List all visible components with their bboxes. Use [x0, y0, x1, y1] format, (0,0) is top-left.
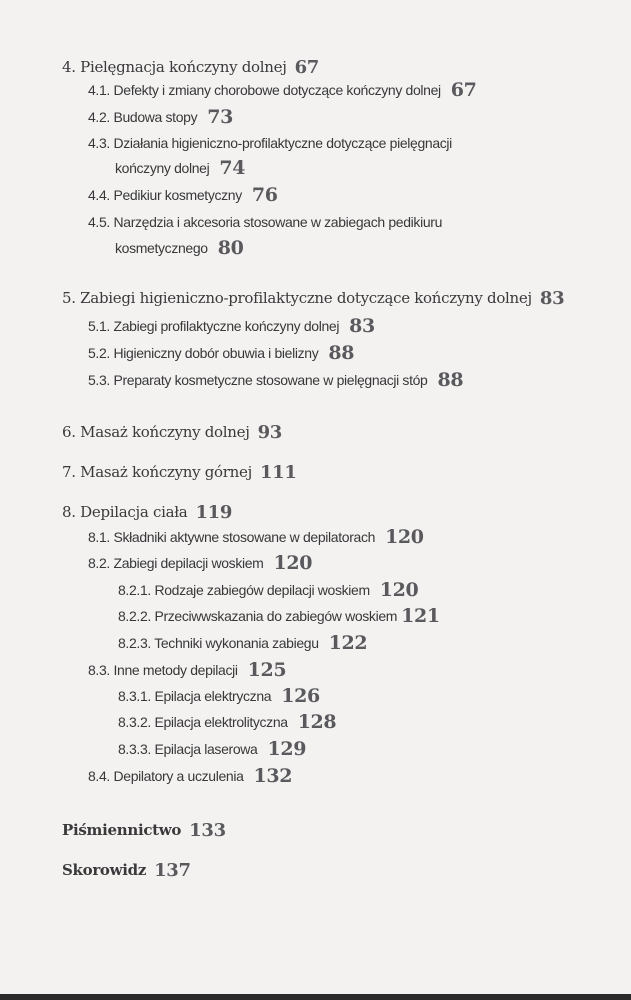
- toc-entry-5: [62, 287, 564, 309]
- page-number: 119: [195, 502, 233, 523]
- entry-label: 7. Masaż kończyny górnej: [62, 463, 252, 481]
- scan-edge: [0, 994, 631, 1000]
- toc-entry-8-3-2: [118, 711, 336, 733]
- entry-label: 8.2. Zabiegi depilacji woskiem: [88, 555, 264, 571]
- toc-entry-5-1: [88, 315, 375, 337]
- toc-entry-8-4: [88, 765, 292, 787]
- toc-entry-8-2-2: [118, 605, 440, 627]
- entry-label: 8.3. Inne metody depilacji: [88, 662, 238, 678]
- toc-entry-8-2-1: [118, 579, 418, 601]
- page-number: 133: [189, 820, 226, 841]
- page-number: 93: [257, 422, 283, 443]
- page-number: 74: [219, 157, 246, 179]
- entry-label: 5.1. Zabiegi profilaktyczne kończyny dolnej: [88, 318, 340, 334]
- page-number: 83: [539, 288, 565, 309]
- toc-entry-8-2-3: [118, 632, 367, 654]
- page-number: 73: [207, 106, 233, 128]
- page-number: 88: [437, 369, 464, 391]
- entry-label: 4.3. Działania higieniczno-profilaktyczne dotyczące pielęgnacji: [88, 135, 452, 151]
- toc-entry-4: [62, 56, 319, 78]
- page-number: 67: [450, 79, 477, 101]
- page-number: 121: [401, 605, 440, 627]
- toc-entry-4-1: [88, 79, 477, 101]
- entry-label: Skorowidz: [62, 861, 147, 879]
- toc-entry-4-2: [88, 106, 233, 128]
- page-number: 80: [217, 237, 244, 259]
- entry-label: 8.3.2. Epilacja elektrolityczna: [118, 714, 288, 730]
- entry-label: 8.4. Depilatory a uczulenia: [88, 768, 244, 784]
- entry-label: 4.4. Pedikiur kosmetyczny: [88, 187, 242, 203]
- toc-entry-bibliography: [62, 819, 226, 841]
- page-number: 125: [247, 659, 287, 681]
- toc-entry-7: [62, 461, 297, 483]
- entry-label: kończyny dolnej: [115, 160, 210, 176]
- toc-entry-4-3-cont: [115, 157, 245, 179]
- toc-entry-5-2: [88, 342, 354, 364]
- entry-label: 8.1. Składniki aktywne stosowane w depilatorach: [88, 529, 376, 545]
- page-number: 137: [154, 860, 191, 881]
- page-number: 83: [349, 315, 375, 337]
- entry-label: 8.3.3. Epilacja laserowa: [118, 741, 258, 757]
- entry-label: kosmetycznego: [115, 240, 208, 256]
- entry-label: 5.2. Higieniczny dobór obuwia i bielizny: [88, 345, 319, 361]
- toc-entry-4-4: [88, 184, 278, 206]
- entry-label: 8.2.1. Rodzaje zabiegów depilacji woskiem: [118, 582, 370, 598]
- toc-entry-8-3-3: [118, 738, 306, 760]
- toc-entry-index: [62, 859, 191, 881]
- entry-label: 6. Masaż kończyny dolnej: [62, 423, 250, 441]
- toc-entry-4-3: [88, 132, 452, 154]
- entry-label: 8.3.1. Epilacja elektryczna: [118, 688, 272, 704]
- entry-label: 4.1. Defekty i zmiany chorobowe dotyczące kończyny dolnej: [88, 82, 441, 98]
- page-number: 76: [251, 184, 278, 206]
- entry-label: 5. Zabiegi higieniczno-profilaktyczne dotyczące kończyny dolnej: [62, 289, 532, 307]
- page-number: 129: [267, 738, 307, 760]
- page-number: 122: [328, 632, 368, 654]
- toc-entry-8: [62, 501, 232, 523]
- entry-label: 8. Depilacja ciała: [62, 503, 188, 521]
- toc-entry-8-3-1: [118, 685, 320, 707]
- toc-entry-4-5-cont: [115, 237, 243, 259]
- toc-entry-8-1: [88, 526, 424, 548]
- page-number: 120: [379, 579, 419, 601]
- page-number: 67: [294, 57, 320, 78]
- page-number: 120: [385, 526, 424, 548]
- entry-label: 8.2.2. Przeciwwskazania do zabiegów woskiem: [118, 608, 398, 624]
- page-number: 88: [328, 342, 355, 364]
- toc-entry-4-5: [88, 211, 442, 233]
- entry-label: 4. Pielęgnacja kończyny dolnej: [62, 58, 287, 76]
- toc-entry-8-3: [88, 659, 286, 681]
- page-number: 128: [297, 711, 337, 733]
- toc-entry-6: [62, 421, 282, 443]
- page-number: 132: [253, 765, 293, 787]
- entry-label: 4.2. Budowa stopy: [88, 109, 198, 125]
- entry-label: 4.5. Narzędzia i akcesoria stosowane w zabiegach pedikiuru: [88, 214, 443, 230]
- toc-entry-8-2: [88, 552, 312, 574]
- entry-label: Piśmiennictwo: [62, 821, 182, 839]
- toc-entry-5-3: [88, 369, 463, 391]
- page-number: 126: [281, 685, 320, 707]
- entry-label: 5.3. Preparaty kosmetyczne stosowane w pielęgnacji stóp: [88, 372, 428, 388]
- page-number: 111: [259, 462, 297, 483]
- page-number: 120: [273, 552, 313, 574]
- entry-label: 8.2.3. Techniki wykonania zabiegu: [118, 635, 319, 651]
